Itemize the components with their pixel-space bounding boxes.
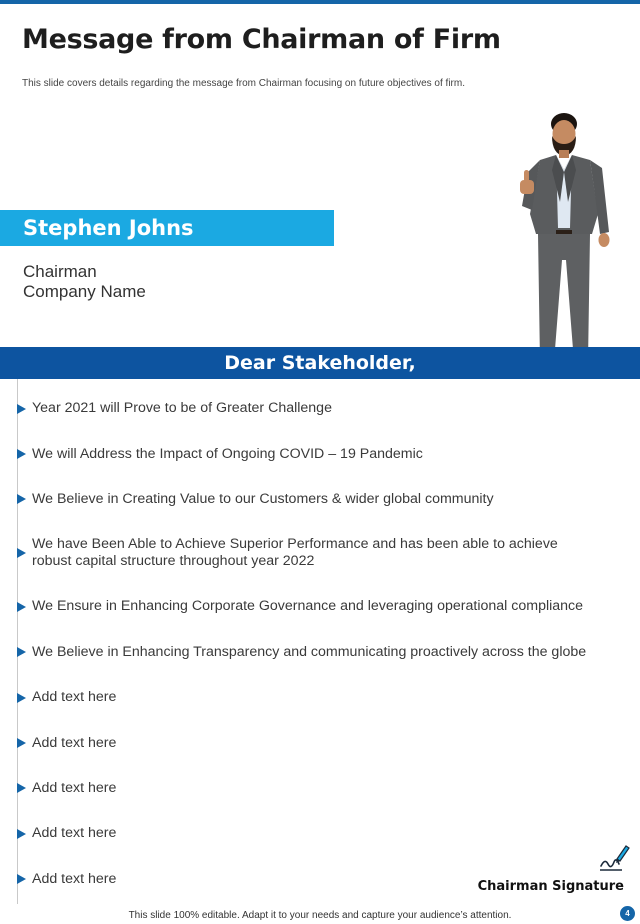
bullet-item: [17, 477, 627, 522]
bullet-text: We Believe in Enhancing Transparency and communicating proactively across the globe: [32, 643, 587, 660]
page-subtitle: This slide covers details regarding the message from Chairman focusing on future objectives of firm.: [22, 78, 465, 89]
message-bullet-list: [17, 386, 627, 902]
salutation-banner: [0, 347, 640, 379]
arrow-right-icon: [17, 449, 26, 459]
bullet-text: We Believe in Creating Value to our Customers & wider global community: [32, 490, 494, 507]
page-number-badge: 4: [620, 906, 635, 921]
signature-label: Chairman Signature: [477, 879, 624, 894]
arrow-right-icon: [17, 829, 26, 839]
bullet-item: [17, 675, 627, 720]
bullet-item: [17, 720, 627, 765]
arrow-right-icon: [17, 404, 26, 414]
bullet-text: We Ensure in Enhancing Corporate Governance and leveraging operational compliance: [32, 598, 584, 615]
chairman-name: Stephen Johns: [23, 216, 194, 240]
bullet-item: [17, 811, 627, 856]
arrow-right-icon: [17, 602, 26, 612]
bullet-text: We will Address the Impact of Ongoing COVID – 19 Pandemic: [32, 445, 423, 462]
arrow-right-icon: [17, 647, 26, 657]
bullet-item: [17, 522, 627, 584]
footer-note: This slide 100% editable. Adapt it to your needs and capture your audience’s attention.: [128, 910, 512, 921]
arrow-right-icon: [17, 548, 26, 558]
arrow-right-icon: [17, 783, 26, 793]
salutation-text: Dear Stakeholder,: [224, 352, 416, 374]
company-name: Company Name: [23, 282, 146, 301]
top-accent-bar: [0, 0, 640, 4]
bullet-text: Add text here: [32, 825, 117, 842]
bullet-item: [17, 386, 627, 431]
arrow-right-icon: [17, 738, 26, 748]
chairman-photo: [512, 110, 616, 380]
arrow-right-icon: [17, 494, 26, 504]
chairman-details: [23, 262, 146, 302]
arrow-right-icon: [17, 693, 26, 703]
chairman-name-banner: [0, 210, 334, 246]
bullet-text: Year 2021 will Prove to be of Greater Challenge: [32, 400, 332, 417]
signature-pen-icon: [598, 842, 630, 874]
bullet-item: [17, 766, 627, 811]
arrow-right-icon: [17, 874, 26, 884]
bullet-text: Add text here: [32, 779, 117, 796]
bullet-text: Add text here: [32, 870, 117, 887]
bullet-item: [17, 630, 627, 675]
chairman-role: Chairman: [23, 262, 97, 281]
page-title: Message from Chairman of Firm: [22, 24, 501, 55]
bullet-text: Add text here: [32, 689, 117, 706]
bullet-text: We have Been Able to Achieve Superior Performance and has been able to achieve robust capital structure throughout year 2022: [32, 536, 558, 570]
bullet-item: [17, 431, 627, 476]
bullet-item: [17, 584, 627, 629]
bullet-text: Add text here: [32, 734, 117, 751]
